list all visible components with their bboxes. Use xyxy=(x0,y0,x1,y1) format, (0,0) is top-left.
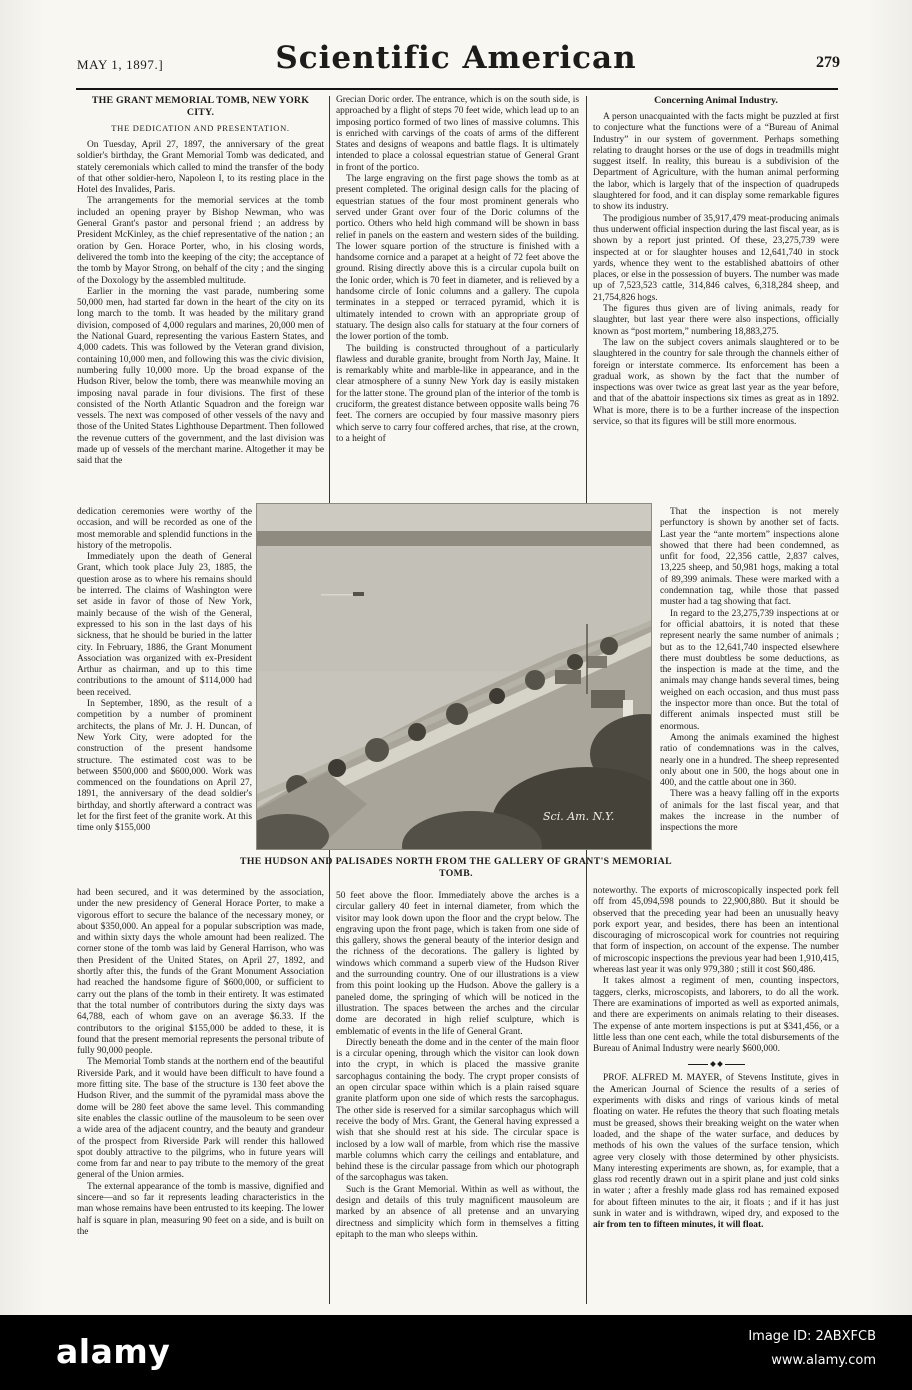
paragraph: It takes almost a regiment of men, counting inspectors, taggers, clerks, microscopists, and laborers, to do all the work. There are examinations of imported as well as exported animals, and there are experiments on animals relating to their diseases. The expense of ante mortem inspections is put at $341,456, or a little less than one cent each, while the total disbursements of the Bureau of Animal Industry were nearly $600,000. xyxy=(593,976,839,1055)
photo-caption: THE HUDSON AND PALISADES NORTH FROM THE GALLERY OF GRANT'S MEMORIAL TOMB. xyxy=(240,856,672,879)
header-rule xyxy=(76,88,838,90)
mayer-bold-text: air from ten to fifteen minutes, it will float. xyxy=(593,1220,764,1231)
paragraph: There was a heavy falling off in the exports of animals for the last fiscal year, and that makes the increase in the number of inspections the more xyxy=(660,789,839,834)
alamy-url: www.alamy.com xyxy=(771,1353,876,1368)
article-separator-ornament xyxy=(593,1062,839,1066)
animal-article-col3-top xyxy=(593,95,839,505)
paragraph: A person unacquainted with the facts might be puzzled at first to conjecture what the functions were of a “Bureau of Animal Industry” in our system of government. Perhaps something relating to draught horses or the use of dogs in treadmills might suggest itself. In reality, this bureau is a subdivision of the Department of Agriculture, with the human animal performing the labor, which is largely that of the inspection of quadrupeds slaughtered for food, and it can display some remarkable figures to show its industry. xyxy=(593,112,839,213)
alamy-meta xyxy=(748,1329,876,1368)
paragraph: 50 feet above the floor. Immediately above the arches is a circular gallery 40 feet in internal diameter, from which the visitor may look down upon the floor and the crypt below. The engraving upon the front page, which is taken from one side of this gallery, shows the general beauty of the interior design and the richness of the decorations. The gallery is lighted by windows which command a superb view of the Hudson River and the surrounding country. One of our illustrations is a view from this point looking up the Hudson. Above the gallery is a paneled dome, the springing of which will be noticed in the illustration. The spaces between the arches and the circular dome are decorated in high relief sculpture, which is emblematic of events in the life of General Grant. xyxy=(336,891,579,1037)
separator-diamond-icon xyxy=(717,1062,723,1068)
grant-article-col2-top xyxy=(336,95,579,503)
grant-article-col1-bottom xyxy=(77,888,324,1306)
paragraph: dedication ceremonies were worthy of the occasion, and will be recorded as one of the most memorable and splendid functions in the history of the metropolis. xyxy=(77,507,252,551)
paragraph-mayer-note xyxy=(593,1073,839,1231)
hudson-palisades-photo xyxy=(257,504,651,849)
paragraph: Immediately upon the death of General Grant, which took place July 23, 1885, the question arose as to where his remains should be interred. The claims of Washington were set aside in favor of those of New York, mainly because of the wish of the General, expressed to his son in the last days of his sickness, that he should be buried in the latter city. In February, 1886, the Grant Monument Association was organized with ex-President Arthur as chairman, and up to this time contributions to the amount of $114,000 had been received. xyxy=(77,552,252,698)
paragraph: That the inspection is not merely perfunctory is shown by another set of facts. Last year the “ante mortem” inspections alone showed that there had been condemned, as unfit for food, 22,356 cattle, 2,837 calves, 13,225 sheep, and 50,981 hogs, making a total of 89,399 animals. These were marked with a condemnation tag, while those that passed muster had a tag showing that fact. xyxy=(660,507,839,608)
paragraph: The external appearance of the tomb is massive, dignified and sincere—and so far it represents leading characteristics in the man whose remains have been entrusted to its keeping. The lower half is square in plan, measuring 90 feet on a side, and is built on the xyxy=(77,1181,324,1237)
separator-line xyxy=(688,1064,708,1065)
animal-article-col3-beside-photo xyxy=(660,507,839,885)
paragraph: Grecian Doric order. The entrance, which is on the south side, is approached by a flight of steps 70 feet wide, which lead up to an imposing portico formed of two lines of massive columns. This is enriched with carvings of the coats of arms of the different States and designs of weapons and battle flags. It is ultimately intended to place a colossal equestrian statue of General Grant in front of the portico. xyxy=(336,95,579,173)
paragraph: The building is constructed throughout of a particularly flawless and durable granite, brought from North Jay, Maine. It is remarkably white and marble-like in appearance, and in the clear atmosphere of a sunny New York day is easily mistaken for the latter stone. The ground plan of the interior of the tomb is cruciform, the greatest distance between opposite walls being 76 feet. The corners are occupied by four massive masonry piers which serve to carry four coffered arches, that rise, at the crown, to a height of xyxy=(336,343,579,444)
grant-article-col2-bottom xyxy=(336,891,579,1306)
page-number: 279 xyxy=(816,54,840,71)
paragraph: had been secured, and it was determined by the association, under the new presidency of General Horace Porter, to make a vigorous effort to secure the balance of the necessary money, or about $350,000. An appeal for a popular subscription was made, and within sixty days the whole amount had been realized. The corner stone of the tomb was laid by General Harrison, who was then President of the United States, on April 27, 1892, and shortly after this, the funds of the Grant Monument Association had reached the handsome figure of $600,000, or sufficient to carry out the plans of the tomb in their entirety. It was estimated that the total number of contributors during the sixty days was 64,788, each of whom gave on an average $6.33. If the contributors to the original $155,000 be added to these, it is found that the present memorial represents the personal tribute of fully 90,000 people. xyxy=(77,888,324,1057)
paragraph: Such is the Grant Memorial. Within as well as without, the design and details of this truly magnificent mausoleum are marked by an absence of all pretense and an unvarying directness and simplicity which form in themselves a fitting epitaph to the man who sleeps within. xyxy=(336,1184,579,1240)
article-subtitle: THE DEDICATION AND PRESENTATION. xyxy=(111,123,290,133)
alamy-logo: alamy xyxy=(56,1332,171,1371)
paragraph: The figures thus given are of living animals, ready for slaughter, but last year there were also inspections, officially known as “post mortem,” numbering 18,883,275. xyxy=(593,304,839,337)
mayer-text: PROF. ALFRED M. MAYER, of Stevens Institute, gives in the American Journal of Science the results of a series of experiments with disks and rings of various kinds of metal floating on water. He refutes the theory that such floating metals must be greased, shows their breaking weight on the water when loaded, and the shape of the water surface, and deduces by methods of his own the values of the surface tension, which agree very closely with those determined by other physicists. Many interesting experiments are shown, as, for example, that a glass rod recently drawn out in a spirit plane and just cold sinks in water ; after a freshly made glass rod has remained exposed for about fifteen minutes to the air, it floats ; and if it has just sunk in water and is withdrawn, wiped dry, and exposed to the xyxy=(593,1073,839,1220)
grant-article-col1-top xyxy=(77,95,324,507)
paragraph: The Memorial Tomb stands at the northern end of the beautiful Riverside Park, and it would have been difficult to have found a more fitting site. The base of the structure is 130 feet above the Hudson River, and the summit of the pyramidal mass above the dome will be 280 feet above the same level. This commanding site enables the classic outline of the mausoleum to be seen over a wide area of the adjacent country, and the beauty and grandeur of the prospect from Riverside Park will render this hallowed spot doubly attractive to the pilgrims, who in future years will come from far and near to pay tribute to the memory of the great general of the Union armies. xyxy=(77,1057,324,1181)
article-title: Concerning Animal Industry. xyxy=(654,95,778,106)
animal-article-col3-bottom xyxy=(593,886,839,1306)
image-id: Image ID: 2ABXFCB xyxy=(748,1329,876,1344)
paragraph: The law on the subject covers animals slaughtered or to be slaughtered in the country for sale through the channels either of foreign or interstate commerce. Its enforcement has been a gradual work, as shown by the fact that the number of inspections was over twice as great last year as the year before, and that of the abattoir inspections six times as great as in 1892. What is more, there is to be a further increase of the inspection service, so that its figures will be still more enormous. xyxy=(593,337,839,428)
grant-article-col1-beside-photo xyxy=(77,507,252,885)
article-title: THE GRANT MEMORIAL TOMB, NEW YORK CITY. xyxy=(91,95,310,118)
separator-line xyxy=(725,1064,745,1065)
photo-illustration xyxy=(257,504,651,849)
paragraph: In regard to the 23,275,739 inspections at or for official abattoirs, it is noted that these represent nearly the same number of animals ; but as to the 12,641,740 inspected elsewhere there must doubtless be some deductions, as the inspection is made at the time, and the animals may change hands several times, being weighed on each occasion, and thus must pass the inspector more than once. But the total of different animals inspected must still be enormous. xyxy=(660,608,839,732)
paragraph: noteworthy. The exports of microscopically inspected pork fell off from 45,094,598 pounds to 22,900,880. But it should be observed that the preceding year had been an unusually heavy pork export year, and besides, there has been an intentional discouraging of microscopical work for countries not requiring that form of inspection, on account of the expense. The number of microscopic inspections the previous year had been 1,910,415, whereas last year it was only 979,380 ; still it cost $60,486. xyxy=(593,886,839,976)
photo-signature: Sci. Am. N.Y. xyxy=(543,810,615,823)
paragraph: On Tuesday, April 27, 1897, the anniversary of the great soldier's birthday, the Grant Memorial Tomb was dedicated, and stately ceremonials which called to mind the transfer of the body of that other soldier-hero, Napoleon I, to its resting place in the Hotel des Invalides, Paris. xyxy=(77,140,324,196)
masthead-title: Scientific American xyxy=(275,40,637,76)
alamy-watermark-bar xyxy=(0,1315,912,1390)
paragraph: The prodigious number of 35,917,479 meat-producing animals thus underwent official inspection during the last fiscal year, as is shown by a report just printed. Of these, 23,275,739 were inspected at or for slaughter houses and 12,641,740 in stock yards, whence they went to the established abattoirs of other places, or else in the possession of buyers. The number was made up of 7,523,523 cattle, 314,846 calves, 6,318,284 sheep, and 21,754,826 hogs. xyxy=(593,213,839,303)
paragraph: Earlier in the morning the vast parade, numbering some 50,000 men, had started far down in the heart of the city on its long march to the tomb. It was headed by the military grand division, composed of 4,000 regulars and marines, 20,000 men of the National Guard, representing the various Eastern States, and 4,000 cadets. This was followed by the Veteran grand division, containing 10,000 men, and following this was the civic division, numbering fully 10,000 more. Up the broad expanse of the Hudson River, below the tomb, there was meanwhile moving an imposing naval parade in four divisions. The first of these consisted of the North Atlantic Squadron and the foreign war vessels. The next was composed of other vessels of the navy and those of the United States Lighthouse Department. Then followed the revenue cutters of the government, and the last division was made up of vessels of the merchant marine. Altogether it may be said that the xyxy=(77,286,324,467)
paragraph: Among the animals examined the highest ratio of condemnations was in the calves, nearly one in a hundred. The sheep represented only about one in 500, the hogs about one in 400, and the cattle about one in 360. xyxy=(660,732,839,789)
paragraph: In September, 1890, as the result of a competition by a number of prominent architects, the plans of Mr. J. H. Duncan, of New York City, were adopted for the construction of the present handsome structure. The estimated cost was to be between $500,000 and $600,000. Work was commenced on the foundations on April 27, 1891, the anniversary of the dead soldier's birthday, and shortly afterward a contract was let for the first feet of the granite work. At this time only $155,000 xyxy=(77,699,252,834)
issue-date: MAY 1, 1897.] xyxy=(77,57,164,72)
paragraph: Directly beneath the dome and in the center of the main floor is a circular opening, through which the visitor can look down into the crypt, in which is placed the massive granite sarcophagus containing the body. The crypt proper consists of an open circular space within which is a plain raised square granite platform upon one side of which rests the sarcophagus. The other side is reserved for a similar sarcophagus which will receive the body of Mrs. Grant, the General having expressed a wish that she should rest at his side. The circular space is inclosed by a low wall of marble, from which rise the massive marble columns which carry the ceilings and entablature, and behind these is the circular passage from which our photograph of the sarcophagus was taken. xyxy=(336,1037,579,1184)
separator-diamond-icon xyxy=(710,1062,716,1068)
paragraph: The arrangements for the memorial services at the tomb included an opening prayer by Bishop Newman, who was General Grant's pastor and personal friend ; an address by President McKinley, as the chief representative of the nation ; an oration by Gen. Horace Porter, who, in his closing words, delivered the tomb into the keeping of the city; the acceptance of the tomb by Mayor Strong, on behalf of the city ; and the singing of the Doxology by the assembled multitude. xyxy=(77,196,324,286)
paragraph: The large engraving on the first page shows the tomb as at present completed. The original design calls for the placing of equestrian statues of the four most prominent generals who served under Grant over four of the Doric columns of the portico. Others who held high command will be shown in bass relief in panels on the eastern and western sides of the building. The lower square portion of the structure is finished with a handsome cornice and a parapet at a height of 72 feet above the ground. Rising directly above this is a circular cupola built on the Ionic order, which is 70 feet in diameter, and is relieved by a handsome circle of Ionic columns and a gallery. The cupola terminates in a stepped or terraced pyramid, which it is ultimately intended to crown with an appropriate group of statuary. The design also calls for statuary at the four corners of the lower portion of the tomb. xyxy=(336,174,579,343)
